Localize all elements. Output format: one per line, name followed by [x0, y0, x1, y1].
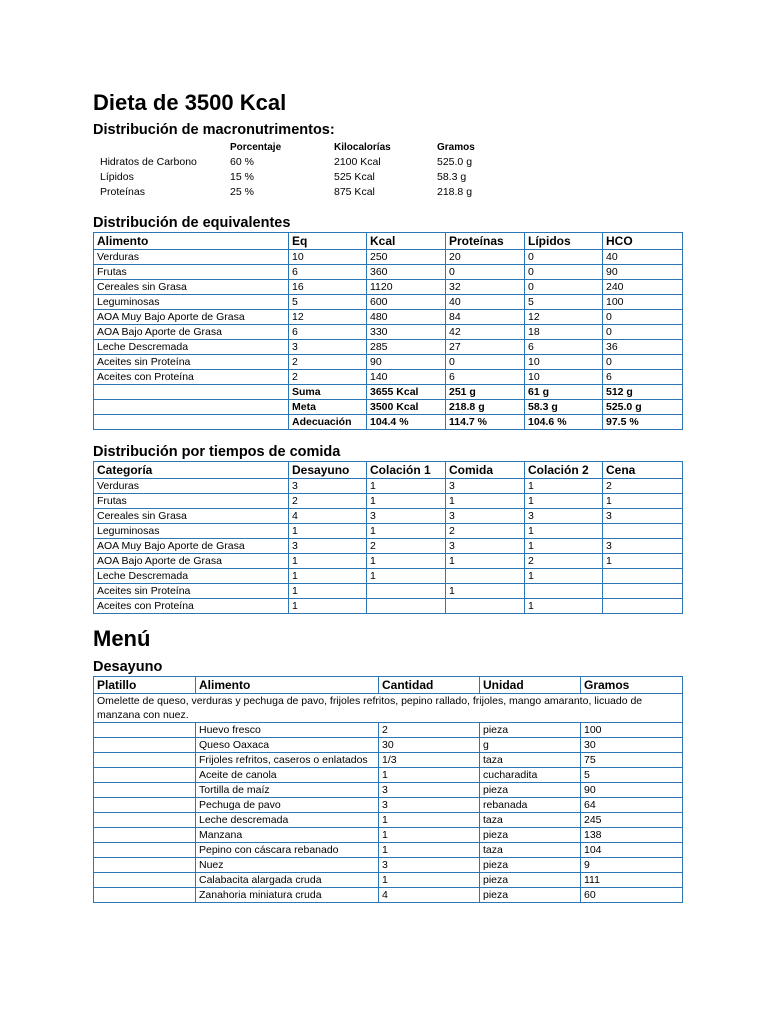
meal-times-row-cell: AOA Muy Bajo Aporte de Grasa — [94, 539, 289, 554]
meal-times-row — [94, 584, 683, 599]
macros-row-cell: 25 % — [230, 186, 254, 198]
equivalents-header-row — [94, 233, 683, 250]
breakfast-row-cell: 2 — [379, 723, 480, 738]
equivalents-row — [94, 325, 683, 340]
equivalents-column-header: Eq — [289, 233, 367, 250]
equivalents-summary-row-cell: 512 g — [603, 385, 683, 400]
equivalents-row-cell: 0 — [603, 310, 683, 325]
equivalents-row-cell: 5 — [525, 295, 603, 310]
macros-row-cell: Hidratos de Carbono — [100, 156, 197, 168]
breakfast-row-cell: 4 — [379, 888, 480, 903]
equivalents-row-cell: Leguminosas — [94, 295, 289, 310]
breakfast-row-cell: Queso Oaxaca — [196, 738, 379, 753]
equivalents-row-cell: 36 — [603, 340, 683, 355]
equivalents-table — [93, 232, 683, 430]
macros-row-cell: Lípidos — [100, 171, 134, 183]
equivalents-row-cell: 6 — [289, 265, 367, 280]
breakfast-row-cell: 138 — [581, 828, 683, 843]
breakfast-column-header: Gramos — [581, 677, 683, 694]
equivalents-summary-row-cell: Meta — [289, 400, 367, 415]
equivalents-row-cell: 6 — [603, 370, 683, 385]
equivalents-row-cell: Frutas — [94, 265, 289, 280]
breakfast-row-cell: taza — [480, 813, 581, 828]
equivalents-summary-row-cell: 525.0 g — [603, 400, 683, 415]
breakfast-row — [94, 768, 683, 783]
breakfast-row-cell: Tortilla de maíz — [196, 783, 379, 798]
breakfast-row-cell — [94, 873, 196, 888]
equivalents-row-cell: 2 — [289, 355, 367, 370]
equivalents-column-header: Alimento — [94, 233, 289, 250]
breakfast-row-cell — [94, 828, 196, 843]
breakfast-row — [94, 738, 683, 753]
meal-times-row-cell: Cereales sin Grasa — [94, 509, 289, 524]
meal-times-column-header: Categoría — [94, 462, 289, 479]
meal-times-row — [94, 524, 683, 539]
breakfast-row — [94, 873, 683, 888]
macros-row-cell: 875 Kcal — [334, 186, 375, 198]
meal-times-row-cell: 4 — [289, 509, 367, 524]
meal-times-row-cell: 1 — [367, 479, 446, 494]
breakfast-row-cell: rebanada — [480, 798, 581, 813]
equivalents-row-cell: 330 — [367, 325, 446, 340]
meal-times-row-cell: 1 — [446, 584, 525, 599]
meal-times-row-cell: 1 — [525, 494, 603, 509]
breakfast-row-cell: 245 — [581, 813, 683, 828]
meal-times-row-cell: 1 — [446, 554, 525, 569]
equivalents-row-cell: 360 — [367, 265, 446, 280]
equivalents-row-cell: 20 — [446, 250, 525, 265]
equivalents-summary-row-cell: 3655 Kcal — [367, 385, 446, 400]
meal-times-column-header: Desayuno — [289, 462, 367, 479]
breakfast-description-row — [94, 694, 683, 723]
breakfast-row-cell: pieza — [480, 873, 581, 888]
meal-times-row-cell: 1 — [289, 524, 367, 539]
equivalents-row-cell: 90 — [367, 355, 446, 370]
equivalents-summary-row-cell: 104.4 % — [367, 415, 446, 430]
meal-times-row-cell: 1 — [367, 524, 446, 539]
macros-table — [98, 140, 535, 200]
equivalents-row-cell: 140 — [367, 370, 446, 385]
meal-times-row-cell: 1 — [367, 554, 446, 569]
meal-times-row-cell: 3 — [525, 509, 603, 524]
meal-times-row — [94, 599, 683, 614]
equivalents-column-header: Proteínas — [446, 233, 525, 250]
breakfast-row-cell: 5 — [581, 768, 683, 783]
equivalents-summary-row-cell — [94, 385, 289, 400]
equivalents-row-cell: AOA Bajo Aporte de Grasa — [94, 325, 289, 340]
breakfast-row-cell — [94, 783, 196, 798]
equivalents-row-cell: Leche Descremada — [94, 340, 289, 355]
equivalents-row-cell: 3 — [289, 340, 367, 355]
breakfast-row-cell: 9 — [581, 858, 683, 873]
breakfast-column-header: Platillo — [94, 677, 196, 694]
equivalents-row-cell: 16 — [289, 280, 367, 295]
equivalents-row — [94, 295, 683, 310]
meal-times-header-row — [94, 462, 683, 479]
meal-times-row — [94, 569, 683, 584]
meal-times-row — [94, 494, 683, 509]
breakfast-row — [94, 783, 683, 798]
meal-times-row-cell: 1 — [289, 569, 367, 584]
macros-column-header: Kilocalorías — [334, 142, 391, 153]
breakfast-header-row — [94, 677, 683, 694]
equivalents-summary-row-cell: 58.3 g — [525, 400, 603, 415]
equivalents-row — [94, 340, 683, 355]
equivalents-row — [94, 370, 683, 385]
meal-times-heading: Distribución por tiempos de comida — [93, 444, 341, 460]
breakfast-column-header: Cantidad — [379, 677, 480, 694]
meal-times-row-cell: 1 — [367, 569, 446, 584]
macros-row-cell: 58.3 g — [437, 171, 467, 183]
meal-times-row-cell: 1 — [525, 599, 603, 614]
meal-times-row-cell: 1 — [289, 554, 367, 569]
equivalents-row — [94, 265, 683, 280]
equivalents-row-cell: 1120 — [367, 280, 446, 295]
macros-column-header — [98, 140, 228, 155]
equivalents-row-cell: 84 — [446, 310, 525, 325]
meal-times-row-cell — [367, 599, 446, 614]
breakfast-row-cell: 75 — [581, 753, 683, 768]
breakfast-row-cell: Zanahoria miniatura cruda — [196, 888, 379, 903]
meal-times-row-cell — [603, 524, 683, 539]
macros-row — [98, 170, 535, 185]
breakfast-row-cell — [94, 858, 196, 873]
macros-row-cell: 218.8 g — [437, 186, 473, 198]
breakfast-row-cell — [94, 723, 196, 738]
breakfast-row-cell: Aceite de canola — [196, 768, 379, 783]
equivalents-row — [94, 280, 683, 295]
breakfast-row-cell: 1 — [379, 768, 480, 783]
meal-times-row-cell — [603, 569, 683, 584]
breakfast-row-cell: 90 — [581, 783, 683, 798]
breakfast-row-cell: 1 — [379, 813, 480, 828]
equivalents-row-cell: 480 — [367, 310, 446, 325]
breakfast-row-cell: Pechuga de pavo — [196, 798, 379, 813]
meal-times-column-header: Comida — [446, 462, 525, 479]
meal-times-row-cell: 3 — [289, 479, 367, 494]
equivalents-summary-row — [94, 415, 683, 430]
meal-times-row-cell: 2 — [446, 524, 525, 539]
breakfast-column-header: Alimento — [196, 677, 379, 694]
breakfast-row-cell: 1 — [379, 828, 480, 843]
meal-times-row-cell: 1 — [525, 524, 603, 539]
equivalents-summary-row-cell — [94, 415, 289, 430]
equivalents-row-cell: 10 — [525, 355, 603, 370]
equivalents-column-header: HCO — [603, 233, 683, 250]
equivalents-row-cell: 6 — [289, 325, 367, 340]
breakfast-row-cell: 60 — [581, 888, 683, 903]
meal-times-row-cell: 1 — [603, 494, 683, 509]
macros-column-header: Porcentaje — [230, 142, 282, 153]
breakfast-row-cell: 1/3 — [379, 753, 480, 768]
equivalents-summary-row-cell: 97.5 % — [603, 415, 683, 430]
breakfast-row-cell: Manzana — [196, 828, 379, 843]
equivalents-row-cell: 10 — [525, 370, 603, 385]
breakfast-row-cell — [94, 753, 196, 768]
equivalents-row-cell: 6 — [446, 370, 525, 385]
meal-times-row-cell: Leguminosas — [94, 524, 289, 539]
equivalents-summary-row-cell: 251 g — [446, 385, 525, 400]
equivalents-summary-row-cell: 3500 Kcal — [367, 400, 446, 415]
equivalents-row-cell: 40 — [446, 295, 525, 310]
equivalents-row-cell: 0 — [603, 355, 683, 370]
equivalents-row-cell: 2 — [289, 370, 367, 385]
meal-times-row-cell: 1 — [525, 569, 603, 584]
equivalents-row-cell: Aceites con Proteína — [94, 370, 289, 385]
equivalents-row-cell: 600 — [367, 295, 446, 310]
breakfast-row-cell: 64 — [581, 798, 683, 813]
equivalents-row-cell: 5 — [289, 295, 367, 310]
meal-times-row-cell: AOA Bajo Aporte de Grasa — [94, 554, 289, 569]
equivalents-row-cell: 12 — [289, 310, 367, 325]
macros-row — [98, 155, 535, 170]
equivalents-row-cell: 0 — [525, 265, 603, 280]
breakfast-row-cell: 111 — [581, 873, 683, 888]
breakfast-row — [94, 828, 683, 843]
breakfast-row-cell: 1 — [379, 873, 480, 888]
breakfast-row-cell: g — [480, 738, 581, 753]
macros-row-cell: 15 % — [230, 171, 254, 183]
macros-row-cell: Proteínas — [100, 186, 145, 198]
breakfast-row-cell: taza — [480, 753, 581, 768]
equivalents-column-header: Lípidos — [525, 233, 603, 250]
equivalents-summary-row-cell: 114.7 % — [446, 415, 525, 430]
equivalents-row-cell: Cereales sin Grasa — [94, 280, 289, 295]
equivalents-row-cell: 32 — [446, 280, 525, 295]
meal-times-row-cell: 1 — [525, 479, 603, 494]
meal-times-row-cell: 2 — [603, 479, 683, 494]
breakfast-row-cell: 3 — [379, 858, 480, 873]
breakfast-row-cell: Calabacita alargada cruda — [196, 873, 379, 888]
meal-times-row-cell — [367, 584, 446, 599]
equivalents-row-cell: 0 — [446, 355, 525, 370]
breakfast-row-cell: pieza — [480, 723, 581, 738]
macros-row-cell: 525.0 g — [437, 156, 473, 168]
breakfast-row-cell: Nuez — [196, 858, 379, 873]
equivalents-heading: Distribución de equivalentes — [93, 215, 291, 231]
meal-times-column-header: Colación 1 — [367, 462, 446, 479]
breakfast-row-cell: 1 — [379, 843, 480, 858]
meal-times-row-cell: 3 — [446, 479, 525, 494]
breakfast-row-cell — [94, 738, 196, 753]
breakfast-row — [94, 798, 683, 813]
meal-times-row-cell: 3 — [289, 539, 367, 554]
equivalents-summary-row-cell: 218.8 g — [446, 400, 525, 415]
equivalents-row-cell: 18 — [525, 325, 603, 340]
meal-times-row-cell: 3 — [367, 509, 446, 524]
meal-times-row-cell: 2 — [525, 554, 603, 569]
meal-times-row-cell: Verduras — [94, 479, 289, 494]
meal-times-row-cell: 3 — [446, 539, 525, 554]
meal-times-row-cell — [603, 599, 683, 614]
meal-times-row-cell — [446, 599, 525, 614]
meal-times-row — [94, 554, 683, 569]
breakfast-row-cell: Frijoles refritos, caseros o enlatados — [196, 753, 379, 768]
equivalents-row-cell: 42 — [446, 325, 525, 340]
macros-row-cell: 525 Kcal — [334, 171, 375, 183]
breakfast-row-cell: Leche descremada — [196, 813, 379, 828]
macros-header-row — [98, 140, 535, 155]
equivalents-summary-row — [94, 400, 683, 415]
meal-times-row-cell: 1 — [603, 554, 683, 569]
breakfast-description: Omelette de queso, verduras y pechuga de pavo, frijoles refritos, pepino rallado, frijoles, mango amaranto, licuado de manzana con nuez. — [94, 694, 683, 723]
equivalents-row-cell: 0 — [525, 280, 603, 295]
breakfast-row-cell: Huevo fresco — [196, 723, 379, 738]
breakfast-row — [94, 753, 683, 768]
breakfast-row-cell: taza — [480, 843, 581, 858]
breakfast-row — [94, 813, 683, 828]
equivalents-row — [94, 250, 683, 265]
macros-row — [98, 185, 535, 200]
macros-column-header: Gramos — [437, 142, 475, 153]
breakfast-row-cell: cucharadita — [480, 768, 581, 783]
equivalents-summary-row-cell: Suma — [289, 385, 367, 400]
equivalents-row-cell: 285 — [367, 340, 446, 355]
equivalents-row-cell: 250 — [367, 250, 446, 265]
breakfast-row-cell: pieza — [480, 828, 581, 843]
equivalents-summary-row — [94, 385, 683, 400]
breakfast-row-cell: 100 — [581, 723, 683, 738]
equivalents-row-cell: 12 — [525, 310, 603, 325]
meal-times-table — [93, 461, 683, 614]
equivalents-row-cell: 27 — [446, 340, 525, 355]
equivalents-row-cell: 0 — [603, 325, 683, 340]
equivalents-column-header: Kcal — [367, 233, 446, 250]
breakfast-row-cell: Pepino con cáscara rebanado — [196, 843, 379, 858]
equivalents-row-cell: 6 — [525, 340, 603, 355]
meal-times-row-cell: Aceites sin Proteína — [94, 584, 289, 599]
meal-times-row-cell: 1 — [367, 494, 446, 509]
meal-times-row-cell — [525, 584, 603, 599]
equivalents-summary-row-cell: 61 g — [525, 385, 603, 400]
breakfast-row-cell: pieza — [480, 783, 581, 798]
macros-row-cell: 2100 Kcal — [334, 156, 381, 168]
menu-heading: Menú — [93, 626, 151, 651]
equivalents-row-cell: AOA Muy Bajo Aporte de Grasa — [94, 310, 289, 325]
meal-times-row-cell: Frutas — [94, 494, 289, 509]
breakfast-row — [94, 858, 683, 873]
equivalents-row-cell: 40 — [603, 250, 683, 265]
equivalents-row-cell: 0 — [446, 265, 525, 280]
meal-times-row-cell — [603, 584, 683, 599]
equivalents-row — [94, 355, 683, 370]
meal-times-row-cell: 1 — [289, 584, 367, 599]
meal-times-row-cell — [446, 569, 525, 584]
breakfast-column-header: Unidad — [480, 677, 581, 694]
meal-times-row-cell: 3 — [603, 509, 683, 524]
equivalents-row — [94, 310, 683, 325]
macros-row-cell: 60 % — [230, 156, 254, 168]
meal-times-row-cell: 1 — [525, 539, 603, 554]
meal-times-row-cell: 1 — [289, 599, 367, 614]
equivalents-row-cell: 10 — [289, 250, 367, 265]
macros-heading: Distribución de macronutrimentos: — [93, 122, 335, 138]
breakfast-row — [94, 723, 683, 738]
page-title: Dieta de 3500 Kcal — [93, 90, 287, 115]
equivalents-row-cell: Verduras — [94, 250, 289, 265]
equivalents-summary-row-cell: Adecuación — [289, 415, 367, 430]
meal-times-column-header: Cena — [603, 462, 683, 479]
breakfast-heading: Desayuno — [93, 659, 163, 675]
meal-times-row-cell: 3 — [603, 539, 683, 554]
meal-times-row — [94, 479, 683, 494]
equivalents-row-cell: 90 — [603, 265, 683, 280]
equivalents-summary-row-cell: 104.6 % — [525, 415, 603, 430]
breakfast-row-cell: pieza — [480, 858, 581, 873]
breakfast-row-cell: 3 — [379, 783, 480, 798]
equivalents-row-cell: Aceites sin Proteína — [94, 355, 289, 370]
breakfast-row-cell: 30 — [379, 738, 480, 753]
meal-times-row-cell: Aceites con Proteína — [94, 599, 289, 614]
meal-times-row-cell: 3 — [446, 509, 525, 524]
breakfast-row-cell — [94, 768, 196, 783]
breakfast-row — [94, 843, 683, 858]
meal-times-row-cell: 2 — [367, 539, 446, 554]
equivalents-row-cell: 240 — [603, 280, 683, 295]
breakfast-row-cell: 30 — [581, 738, 683, 753]
breakfast-table — [93, 676, 683, 903]
breakfast-row-cell — [94, 888, 196, 903]
breakfast-row-cell — [94, 813, 196, 828]
equivalents-row-cell: 100 — [603, 295, 683, 310]
breakfast-row-cell — [94, 843, 196, 858]
equivalents-row-cell: 0 — [525, 250, 603, 265]
meal-times-row-cell: 1 — [446, 494, 525, 509]
meal-times-row-cell: 2 — [289, 494, 367, 509]
breakfast-row-cell: 3 — [379, 798, 480, 813]
breakfast-row — [94, 888, 683, 903]
meal-times-row — [94, 509, 683, 524]
meal-times-row-cell: Leche Descremada — [94, 569, 289, 584]
breakfast-row-cell: 104 — [581, 843, 683, 858]
meal-times-column-header: Colación 2 — [525, 462, 603, 479]
breakfast-row-cell: pieza — [480, 888, 581, 903]
equivalents-summary-row-cell — [94, 400, 289, 415]
meal-times-row — [94, 539, 683, 554]
breakfast-row-cell — [94, 798, 196, 813]
document-page — [93, 88, 683, 903]
